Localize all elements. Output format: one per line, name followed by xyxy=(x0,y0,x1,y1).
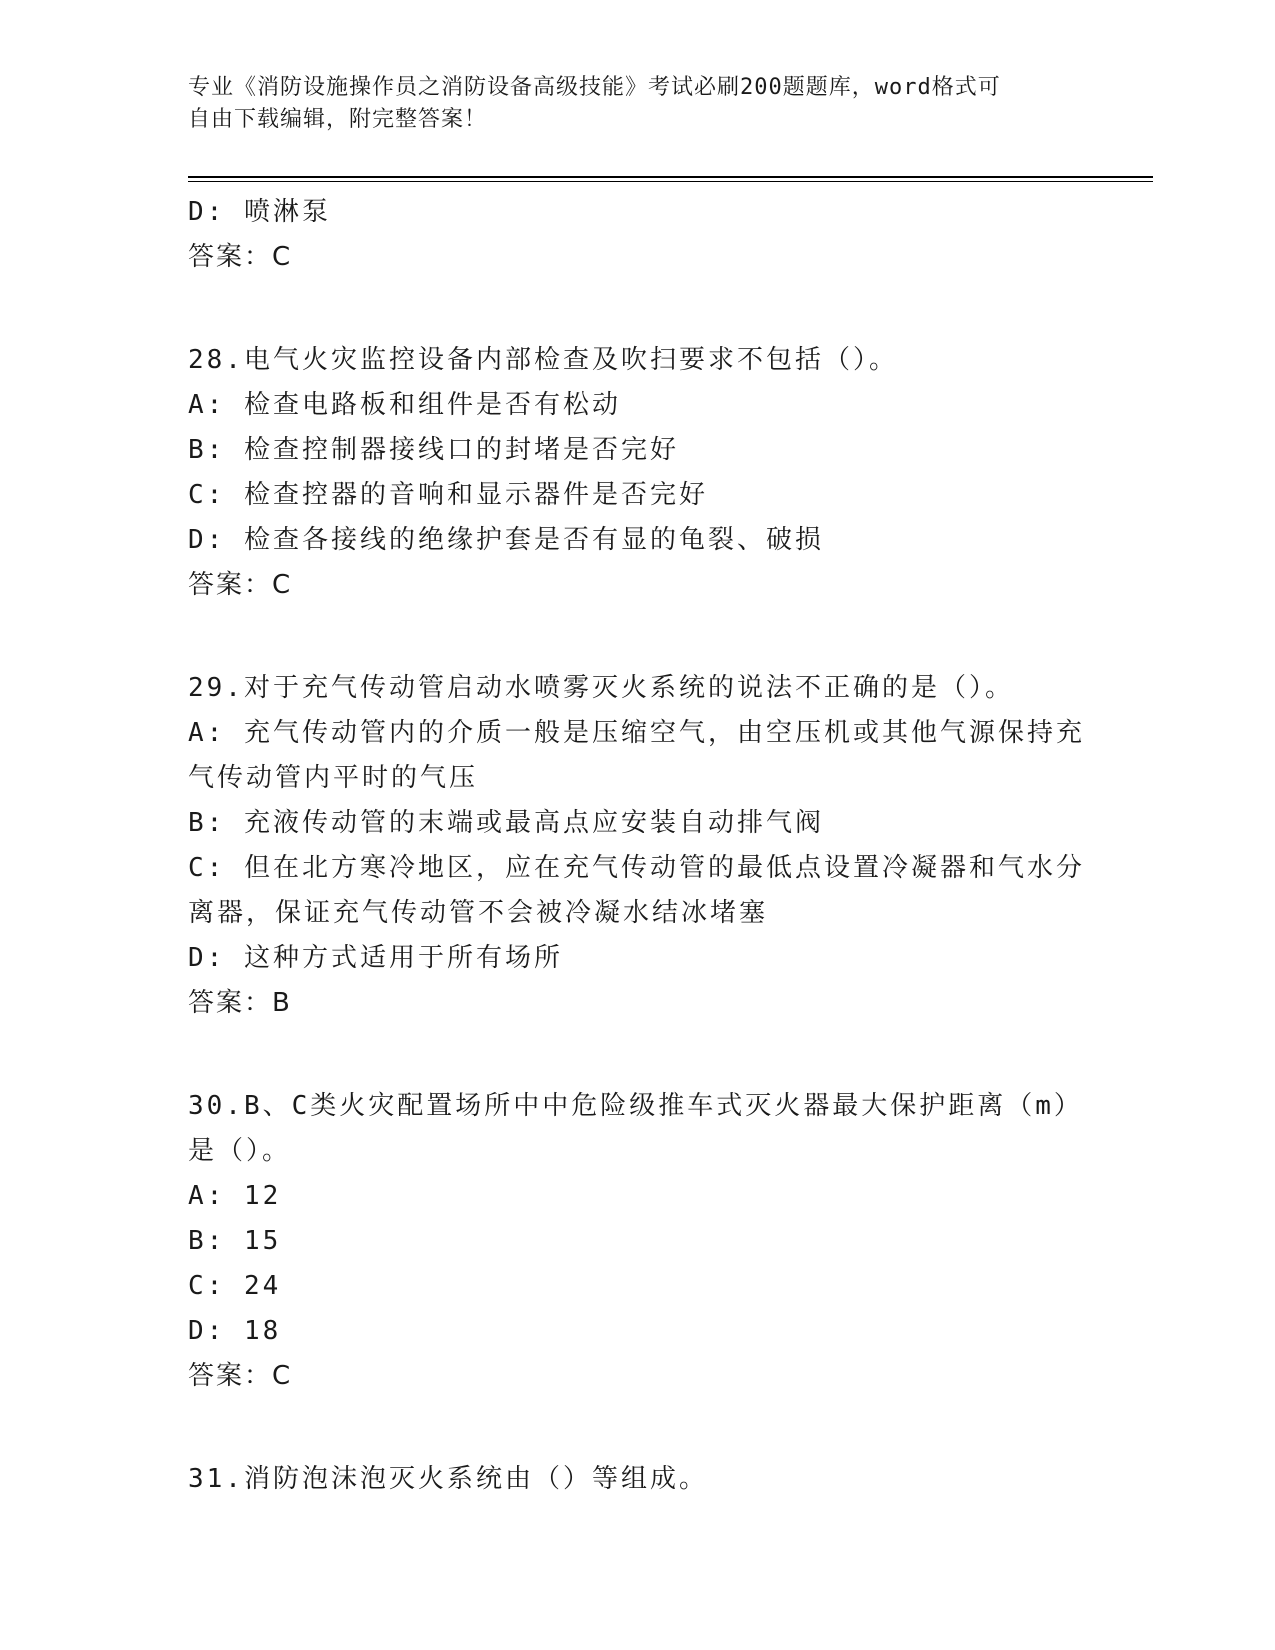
question-30-option-a: A: 12 xyxy=(188,1181,282,1211)
question-30-option-b: B: 15 xyxy=(188,1226,282,1256)
question-content xyxy=(188,190,1088,1502)
question-28-option-d: D: 检查各接线的绝缘护套是否有显的龟裂、破损 xyxy=(188,525,824,555)
question-28-option-c: C: 检查控器的音响和显示器件是否完好 xyxy=(188,480,708,510)
question-31-stem: 31.消防泡沫泡灭火系统由（）等组成。 xyxy=(188,1464,708,1494)
question-29-stem: 29.对于充气传动管启动水喷雾灭火系统的说法不正确的是（）。 xyxy=(188,673,1014,703)
prev-answer: 答案：C xyxy=(188,242,293,272)
question-29-option-d: D: 这种方式适用于所有场所 xyxy=(188,943,563,973)
question-28-option-b: B: 检查控制器接线口的封堵是否完好 xyxy=(188,435,679,465)
question-30-option-d: D: 18 xyxy=(188,1316,282,1346)
question-30-stem: 30.B、C类火灾配置场所中中危险级推车式灭火器最大保护距离（m）是（）。 xyxy=(188,1091,1083,1166)
question-28-answer: 答案：C xyxy=(188,570,293,600)
question-30-option-c: C: 24 xyxy=(188,1271,282,1301)
question-29-option-c: C: 但在北方寒冷地区，应在充气传动管的最低点设置冷凝器和气水分离器，保证充气传动管不会被冷凝水结冰堵塞 xyxy=(188,853,1085,928)
header-line-1: 专业《消防设施操作员之消防设备高级技能》考试必刷200题题库，word格式可 xyxy=(188,75,1001,100)
header-line-2: 自由下载编辑，附完整答案！ xyxy=(188,107,488,132)
question-29-option-a: A: 充气传动管内的介质一般是压缩空气，由空压机或其他气源保持充气传动管内平时的气压 xyxy=(188,718,1085,793)
document-header xyxy=(188,72,1068,136)
question-28-option-a: A: 检查电路板和组件是否有松动 xyxy=(188,390,621,420)
header-divider-thick xyxy=(188,176,1153,178)
header-divider-thin xyxy=(188,181,1153,182)
spacer xyxy=(188,280,1088,338)
question-29-option-b: B: 充液传动管的末端或最高点应安装自动排气阀 xyxy=(188,808,824,838)
question-30-answer: 答案：C xyxy=(188,1361,293,1391)
question-29-answer: 答案：B xyxy=(188,988,292,1018)
spacer xyxy=(188,1026,1088,1084)
spacer xyxy=(188,1399,1088,1457)
prev-option-d: D: 喷淋泵 xyxy=(188,197,331,227)
spacer xyxy=(188,608,1088,666)
question-28-stem: 28.电气火灾监控设备内部检查及吹扫要求不包括（）。 xyxy=(188,345,898,375)
